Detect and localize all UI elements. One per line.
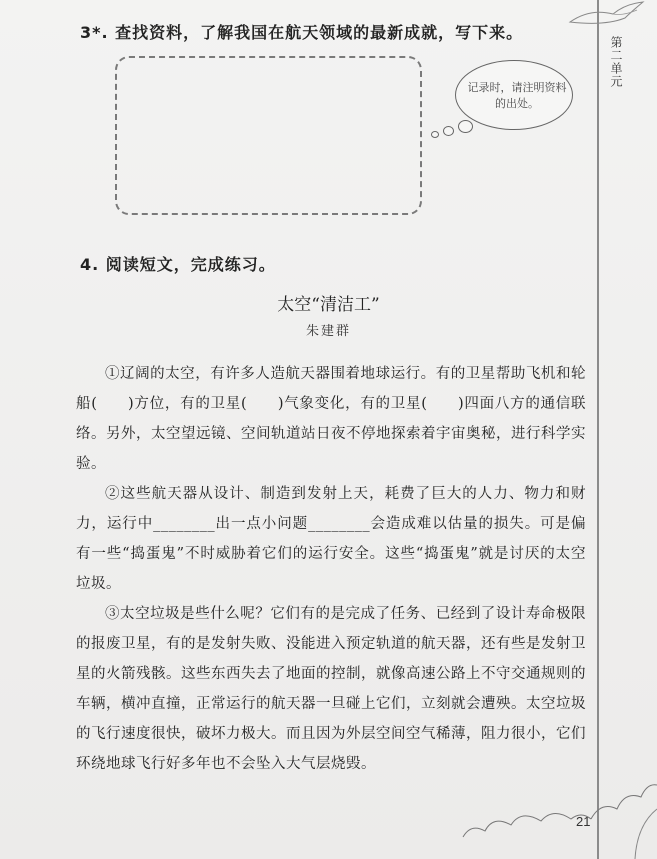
tip-text: 记录时，请注明资料的出处。	[467, 81, 567, 110]
question-4-title: 4. 阅读短文，完成练习。	[80, 255, 276, 274]
bubble-dot-large	[458, 120, 473, 133]
article-title: 太空“清洁工”	[277, 295, 380, 315]
bird-icon	[565, 0, 657, 30]
answer-box[interactable]	[115, 56, 422, 215]
paragraph-1: ①辽阔的太空，有许多人造航天器围着地球运行。有的卫星帮助飞机和轮船( )方位，有的卫星( )气象变化，有的卫星( )四面八方的通信联络。另外，太空望远镜、空间轨道站日夜不停地探索着宇宙奥秘，进行科学实验。	[76, 366, 586, 472]
paragraph-3: ③太空垃圾是些什么呢？它们有的是完成了任务、已经到了设计寿命极限的报废卫星，有的是发射失败、没能进入预定轨道的航天器，还有些是发射卫星的火箭残骸。这些东西失去了地面的控制，就像高速公路上不守交通规则的车辆，横冲直撞，正常运行的航天器一旦碰上它们，立刻就会遭殃。太空垃圾的飞行速度很快，破坏力极大。而且因为外层空间空气稀薄，阻力很小，它们环绕地球飞行好多年也不会坠入大气层烧毁。	[76, 606, 586, 772]
article-author: 朱建群	[305, 324, 351, 339]
paragraph-2: ②这些航天器从设计、制造到发射上天，耗费了巨大的人力、物力和财力，运行中________出一点小问题________会造成难以估量的损失。可是偏有一些“捣蛋鬼”不时威胁着它们的运行安全。这些“捣蛋鬼”就是讨厌的太空垃圾。	[76, 486, 586, 592]
cloud-decoration-icon	[455, 775, 657, 859]
side-divider	[597, 0, 599, 859]
bubble-dot-medium	[443, 126, 454, 136]
question-3-title: 3*. 查找资料，了解我国在航天领域的最新成就，写下来。	[80, 23, 524, 42]
unit-tab: 第二单元	[609, 36, 623, 88]
page-number: 21	[576, 814, 591, 829]
bubble-dot-small	[431, 131, 439, 138]
